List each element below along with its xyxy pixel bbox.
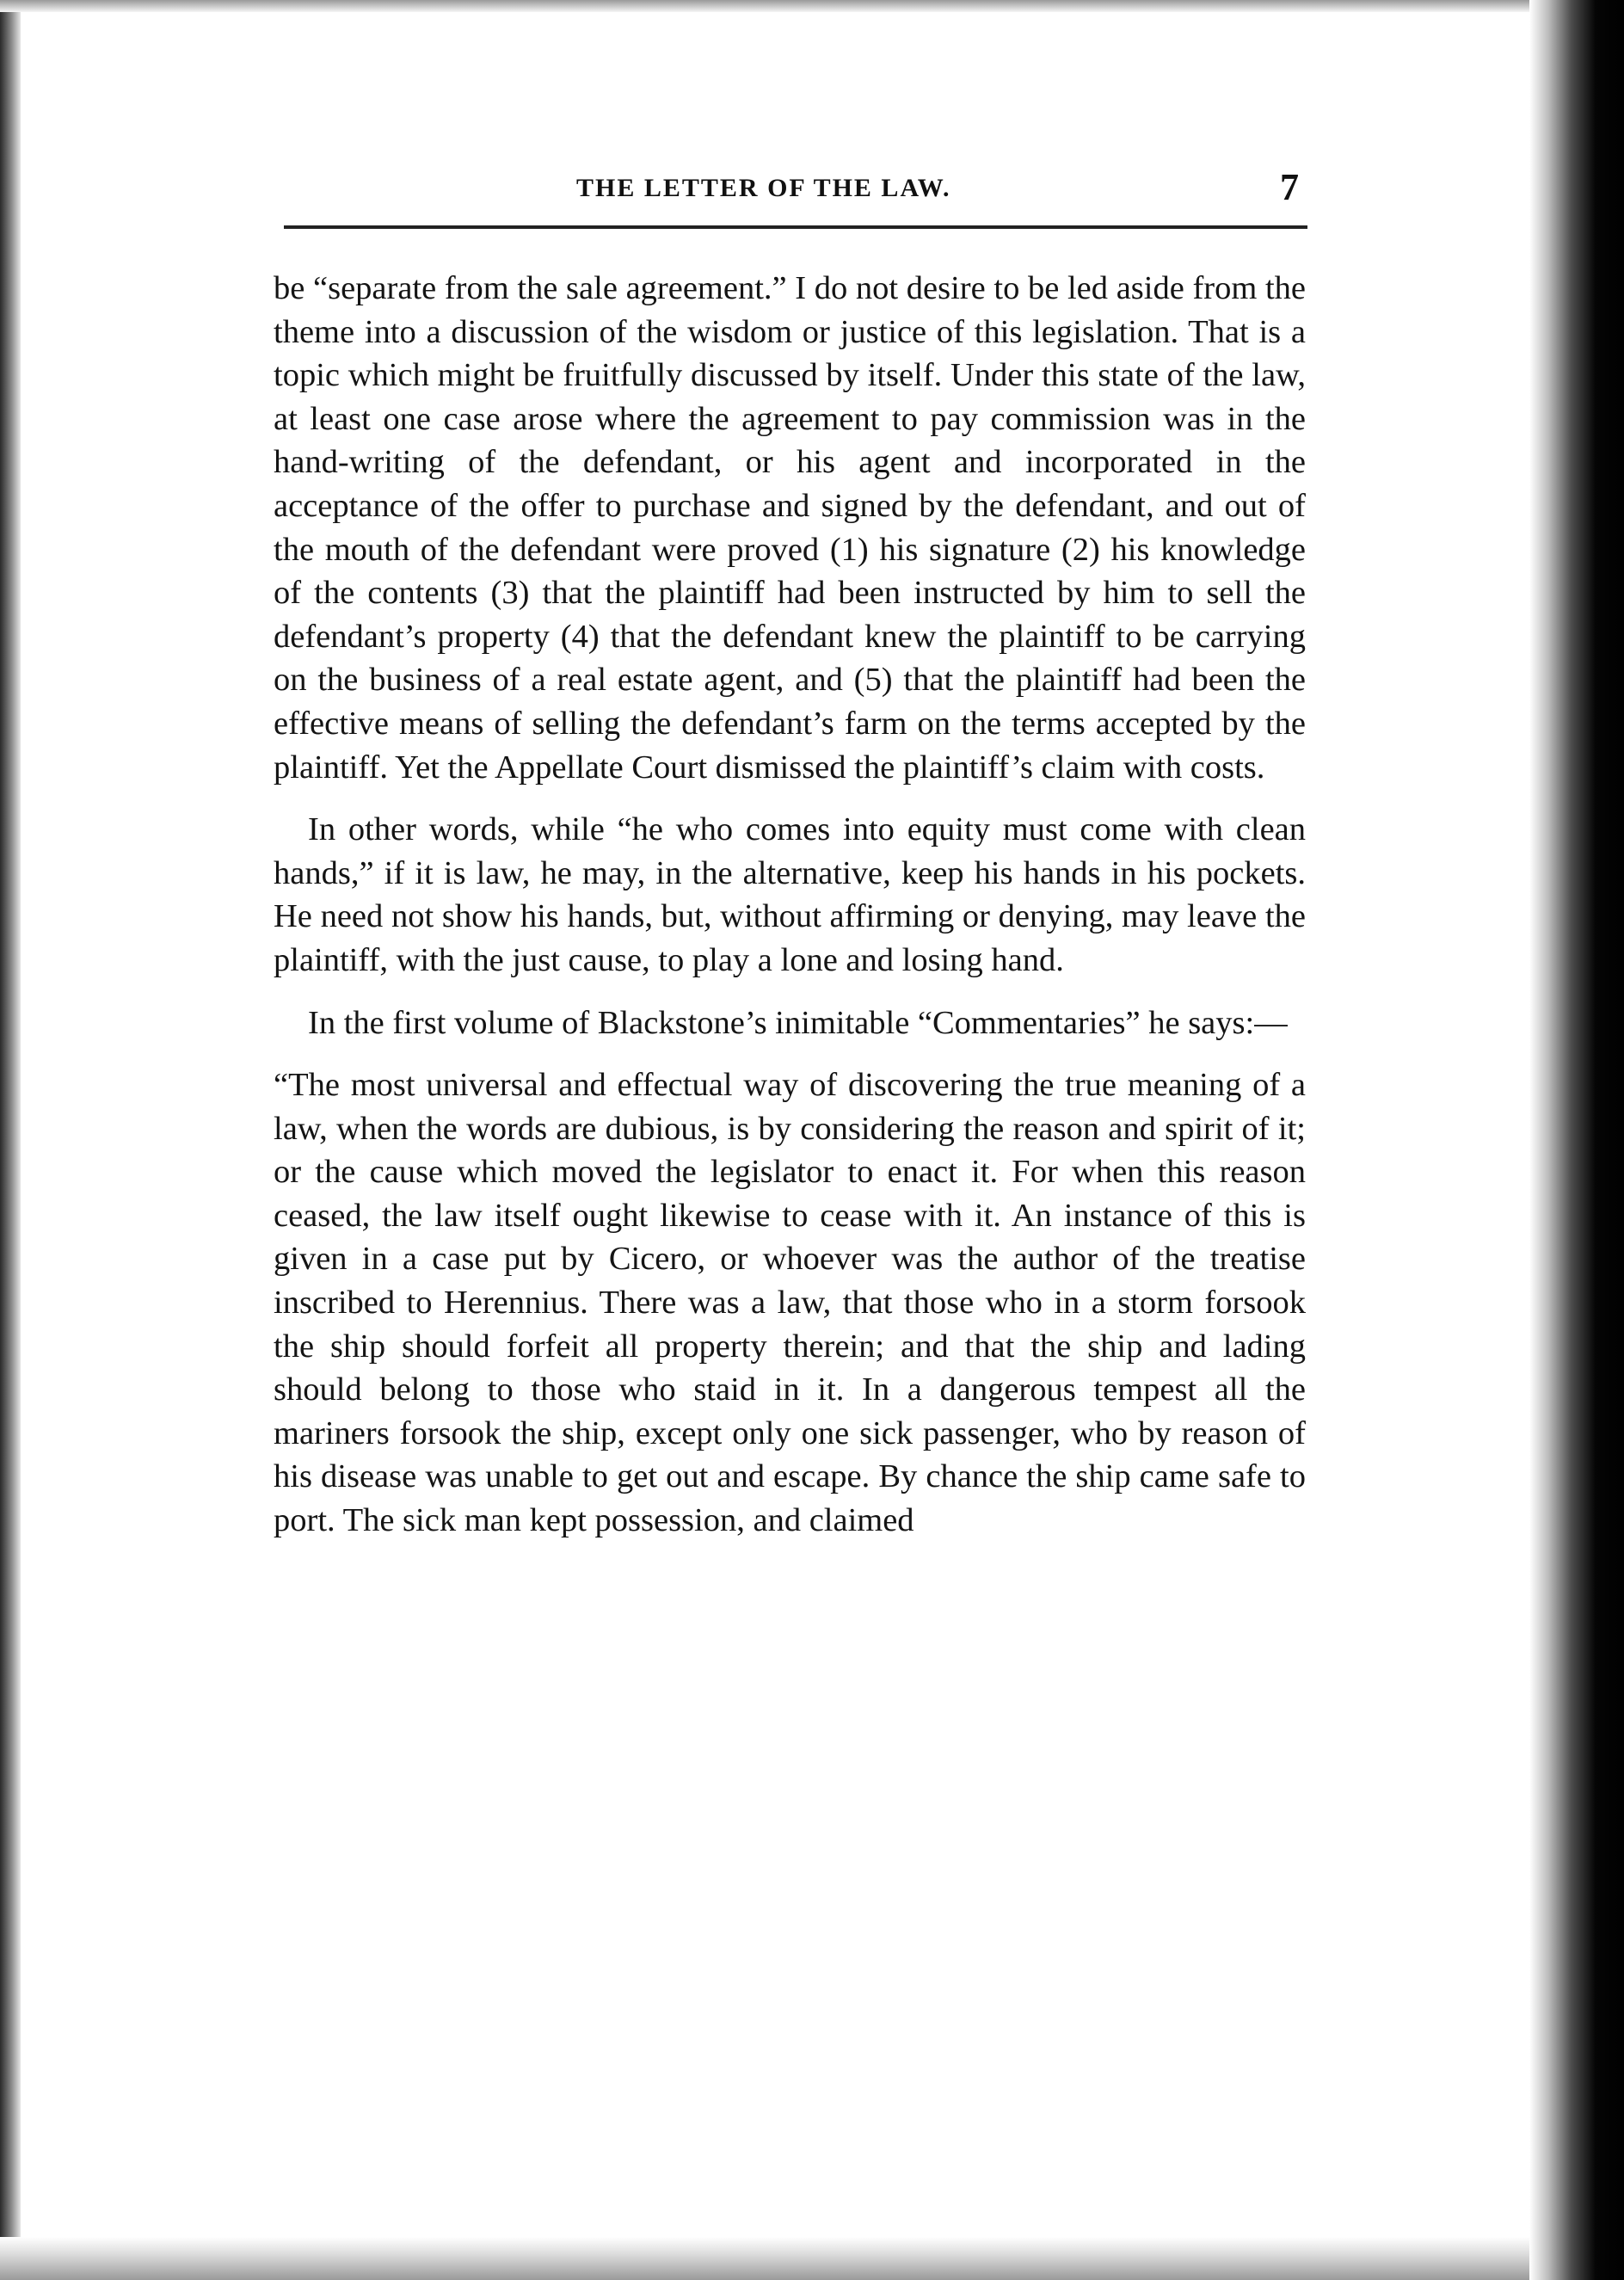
- binding-shadow-left: [0, 0, 21, 2280]
- paragraph-blackstone-intro: In the first volume of Blackstone’s inimitable “Commentaries” he says:—: [308, 1004, 1288, 1041]
- blackstone-quotation: “The most universal and effectual way of discovering the true meaning of a law, when the words are dubious, is by considering the reason and spirit of it; or the cause which moved the legislator to enact it. For when this reason ceased, the law itself ought likewise to cease with it. An instance of this is given in a case put by Cicero, or whoever was the author of the treatise inscribed to Herennius. There was a law, that those who in a storm forsook the ship should forfeit all property therein; and that the ship and lading should belong to those who staid in it. In a dangerous tempest all the mariners forsook the ship, except only one sick passenger, who by reason of his disease was unable to get out and escape. By chance the ship came safe to port. The sick man kept possession, and claimed: [274, 1067, 1306, 1539]
- running-title: THE LETTER OF THE LAW.: [576, 174, 951, 202]
- scan-edge-right: [1529, 0, 1624, 2280]
- running-head: [284, 165, 1307, 217]
- header-rule: [284, 225, 1307, 229]
- paragraph-equity: In other words, while “he who comes into equity must come with clean hands,” if it is law, he may, in the alternative, keep his hands in his pockets. He need not show his hands, but, without affirming or denying, may leave the plaintiff, with the just cause, to play a lone and losing hand.: [274, 811, 1306, 978]
- page-number: 7: [1280, 166, 1299, 208]
- body-text: [274, 267, 1306, 1543]
- paragraph-continued: be “separate from the sale agreement.” I do not desire to be led aside from the theme into a discussion of the wisdom or justice of this legislation. That is a topic which might be fruitfully discussed by itself. Under this state of the law, at least one case arose where the agreement to pay commission was in the hand-writing of the defendant, or his agent and incorporated in the acceptance of the offer to purchase and signed by the defendant, and out of the mouth of the defendant were proved (1) his signature (2) his knowledge of the contents (3) that the plaintiff had been instructed by him to sell the defendant’s property (4) that the defendant knew the plaintiff to be carrying on the business of a real estate agent, and (5) that the plaintiff had been the effective means of selling the defendant’s farm on the terms accepted by the plaintiff. Yet the Appellate Court dismissed the plaintiff’s claim with costs.: [274, 270, 1306, 786]
- scan-edge-top: [0, 0, 1555, 12]
- scan-edge-bottom: [0, 2237, 1555, 2280]
